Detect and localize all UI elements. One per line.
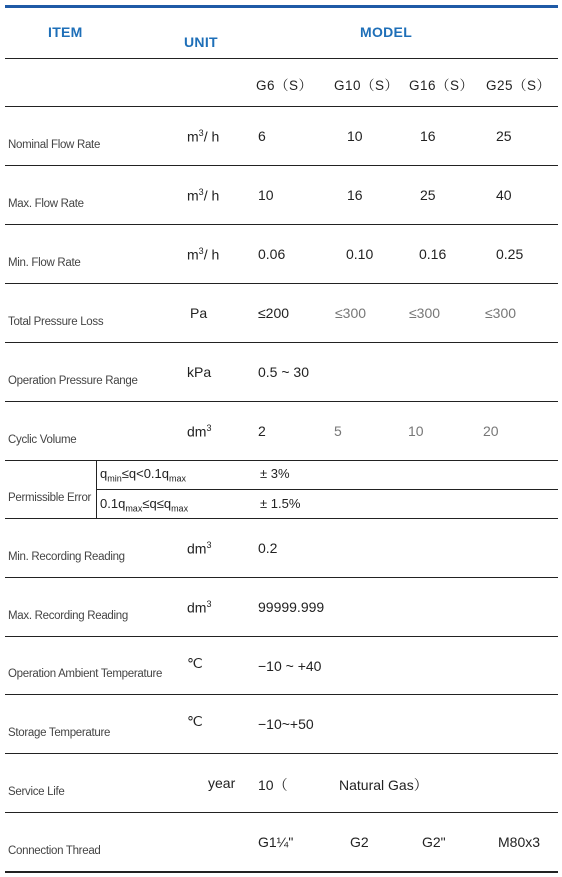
item-connection-thread: Connection Thread	[8, 845, 101, 857]
item-pressure-range: Operation Pressure Range	[8, 375, 138, 387]
unit-cyclic-volume: $dm^3$	[187, 423, 212, 440]
value-pressure-loss-g10: ≤300	[335, 305, 367, 321]
unit-pressure-loss: Pa	[190, 305, 208, 321]
value-min-g25: 0.25	[496, 246, 524, 262]
value-cyclic-g10: 5	[334, 423, 342, 439]
item-max-flow: Max. Flow Rate	[8, 198, 84, 210]
value-max-g16: 25	[420, 187, 436, 203]
divider	[5, 58, 558, 59]
divider	[5, 460, 558, 461]
model-g6: G6（S）	[256, 78, 313, 93]
value-pressure-loss-g16: ≤300	[409, 305, 441, 321]
item-max-recording: Max. Recording Reading	[8, 610, 128, 622]
value-nominal-g10: 10	[347, 128, 363, 144]
divider	[5, 812, 558, 813]
value-connection-g6: G1¼"	[258, 834, 294, 850]
item-min-flow: Min. Flow Rate	[8, 257, 81, 269]
unit-min-flow: $m^3/$ h	[187, 246, 220, 263]
divider	[5, 401, 558, 402]
divider	[5, 577, 558, 578]
divider	[5, 224, 558, 225]
value-pressure-range: 0.5 ~ 30	[258, 364, 309, 380]
value-max-recording: 99999.999	[258, 599, 325, 615]
header-item: ITEM	[48, 24, 83, 40]
value-nominal-g25: 25	[496, 128, 512, 144]
unit-min-recording: $dm^3$	[187, 540, 212, 557]
value-op-temperature: −10 ~ +40	[258, 658, 322, 674]
value-service-life-note: Natural Gas）	[339, 777, 428, 793]
value-min-g6: 0.06	[258, 246, 286, 262]
value-nominal-g16: 16	[420, 128, 436, 144]
item-nominal-flow: Nominal Flow Rate	[8, 139, 101, 151]
value-service-life-years: 10（	[258, 777, 288, 793]
divider	[5, 518, 558, 519]
value-cyclic-g25: 20	[483, 423, 499, 439]
item-service-life: Service Life	[8, 786, 65, 798]
unit-max-recording: $dm^3$	[187, 599, 212, 616]
value-pressure-loss-g6: ≤200	[258, 305, 290, 321]
item-storage-temperature: Storage Temperature	[8, 727, 111, 739]
top-accent-bar	[5, 5, 558, 8]
value-cyclic-g16: 10	[408, 423, 424, 439]
divider	[5, 636, 558, 637]
error-condition-2: $0.1q_{max}\le q\le q_{max}$	[100, 496, 189, 514]
item-op-temperature: Operation Ambient Temperature	[8, 668, 163, 680]
unit-service-life: year	[208, 775, 236, 791]
error-condition-1: $q_{min}\le q<0.1q_{max}$	[100, 466, 187, 484]
value-pressure-loss-g25: ≤300	[485, 305, 517, 321]
value-connection-g16: G2"	[422, 834, 446, 850]
unit-storage-temperature: ℃	[187, 713, 203, 729]
value-max-g10: 16	[347, 187, 363, 203]
unit-pressure-range: kPa	[187, 364, 212, 380]
unit-nominal-flow: $m^3/$ h	[187, 128, 220, 145]
divider	[5, 165, 558, 166]
value-min-recording: 0.2	[258, 540, 278, 556]
divider	[5, 342, 558, 343]
value-cyclic-g6: 2	[258, 423, 266, 439]
header-unit: UNIT	[184, 34, 218, 50]
error-value-1: ± 3%	[260, 466, 290, 481]
unit-op-temperature: ℃	[187, 655, 203, 671]
error-value-2: ± 1.5%	[260, 496, 301, 511]
value-nominal-g6: 6	[258, 128, 266, 144]
value-min-g16: 0.16	[419, 246, 447, 262]
item-permissible-error: Permissible Error	[8, 492, 92, 504]
unit-max-flow: $m^3/$ h	[187, 187, 220, 204]
value-min-g10: 0.10	[346, 246, 374, 262]
value-connection-g25: M80x3	[498, 834, 541, 850]
model-g10: G10（S）	[334, 78, 399, 93]
divider	[96, 489, 558, 490]
item-pressure-loss: Total Pressure Loss	[8, 316, 104, 328]
model-g16: G16（S）	[409, 78, 474, 93]
value-max-g25: 40	[496, 187, 512, 203]
divider	[5, 283, 558, 284]
divider	[5, 753, 558, 754]
divider	[5, 106, 558, 107]
value-max-g6: 10	[258, 187, 274, 203]
value-storage-temperature: −10~+50	[258, 716, 314, 732]
divider	[5, 694, 558, 695]
item-min-recording: Min. Recording Reading	[8, 551, 125, 563]
item-cyclic-volume: Cyclic Volume	[8, 434, 77, 446]
header-model: MODEL	[360, 24, 413, 40]
divider	[5, 871, 558, 873]
value-connection-g10: G2	[350, 834, 369, 850]
model-g25: G25（S）	[486, 78, 551, 93]
